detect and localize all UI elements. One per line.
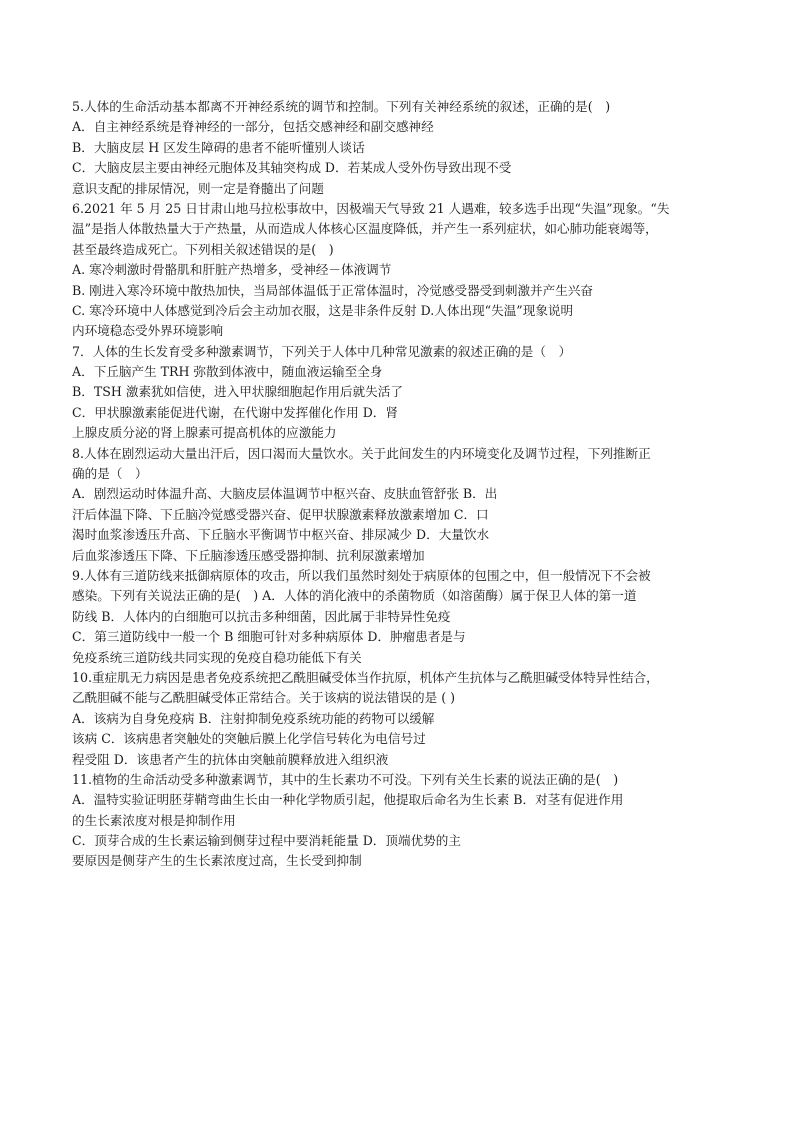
question-line: 5.人体的生命活动基本都离不开神经系统的调节和控制。下列有关神经系统的叙述，正确的是( ) <box>72 99 611 114</box>
option-c-d: C．顶芽合成的生长素运输到侧芽过程中要消耗能量 D．顶端优势的主 <box>72 833 461 849</box>
option-a-b: A．剧烈运动时体温升高、大脑皮层体温调节中枢兴奋、皮肤血管舒张 B．出 <box>72 486 498 502</box>
question-5 <box>72 97 732 199</box>
option-c-d: 程受阻 D．该患者产生的抗体由突触前膜释放进入组织液 <box>72 751 389 767</box>
question-line: 8.人体在剧烈运动大量出汗后，因口渴而大量饮水。关于此间发生的内环境变化及调节过程，下列推断正 <box>72 445 651 461</box>
option-c-d: C．大脑皮层主要由神经元胞体及其轴突构成 D．若某成人受外伤导致出现不受 <box>72 160 512 176</box>
option-d-cont: 后血浆渗透压下降、下丘脑渗透压感受器抑制、抗利尿激素增加 <box>72 547 425 563</box>
question-8 <box>72 444 732 566</box>
option-d-cont: 意识支配的排尿情况，则一定是脊髓出了问题 <box>72 180 324 196</box>
option-c-d: 渴时血浆渗透压升高、下丘脑水平衡调节中枢兴奋、排尿减少 D．大量饮水 <box>72 527 490 543</box>
option-c-d: C．第三道防线中一般一个 B 细胞可针对多种病原体 D．肿瘤患者是与 <box>72 629 466 645</box>
question-line: 感染。下列有关说法正确的是( ) A．人体的消化液中的杀菌物质（如溶菌酶）属于保卫人体的第一道 <box>72 588 637 604</box>
option-a-b: 防线 B．人体内的白细胞可以抗击多种细菌，因此属于非特异性免疫 <box>72 608 451 624</box>
option-a-b: A．该病为自身免疫病 B．注射抑制免疫系统功能的药物可以缓解 <box>72 710 435 726</box>
option-d-cont: 内环境稳态受外界环境影响 <box>72 323 224 339</box>
option-a-b: A．温特实验证明胚芽鞘弯曲生长由一种化学物质引起，他提取后命名为生长素 B．对茎有促进作用 <box>72 792 624 808</box>
option-b: B．大脑皮层 H 区发生障碍的患者不能听懂别人谈话 <box>72 139 365 155</box>
option-c-d: C．甲状腺激素能促进代谢，在代谢中发挥催化作用 D．肾 <box>72 404 398 420</box>
question-line: 6.2021 年 5 月 25 日甘肃山地马拉松事故中，因极端天气导致 21 人遇难，较多选手出现“失温”现象。“失 <box>72 200 670 216</box>
option-d-cont: 上腺皮质分泌的肾上腺素可提高机体的应激能力 <box>72 425 337 441</box>
question-11 <box>72 770 732 872</box>
question-line: 乙酰胆碱不能与乙酰胆碱受体正常结合。关于该病的说法错误的是 ( ) <box>72 690 456 706</box>
question-line: 10.重症肌无力病因是患者免疫系统把乙酰胆碱受体当作抗原，机体产生抗体与乙酰胆碱受体特异性结合， <box>72 669 659 685</box>
question-6 <box>72 199 732 342</box>
option-b-cont: 的生长素浓度对根是抑制作用 <box>72 812 236 828</box>
question-line: 确的是（ ） <box>72 466 148 482</box>
question-9 <box>72 566 732 668</box>
option-b: B. 刚进入寒冷环境中散热加快，当局部体温低于正常体温时，冷觉感受器受到刺激并产生兴奋 <box>72 282 594 298</box>
option-b-c: 汗后体温下降、下丘脑冷觉感受器兴奋、促甲状腺激素释放激素增加 C．口 <box>72 506 489 522</box>
question-line: 9.人体有三道防线来抵御病原体的攻击，所以我们虽然时刻处于病原体的包围之中，但一般情况下不会被 <box>72 567 651 583</box>
option-a: A. 寒冷刺激时骨骼肌和肝脏产热增多，受神经－体液调节 <box>72 262 392 278</box>
option-a: A．自主神经系统是脊神经的一部分，包括交感神经和副交感神经 <box>72 119 434 135</box>
option-d-cont: 要原因是侧芽产生的生长素浓度过高，生长受到抑制 <box>72 853 362 869</box>
option-d-cont: 免疫系统三道防线共同实现的免疫自稳功能低下有关 <box>72 649 362 665</box>
option-a: A．下丘脑产生 TRH 弥散到体液中，随血液运输至全身 <box>72 364 383 380</box>
question-line: 7．人体的生长发育受多种激素调节，下列关于人体中几种常见激素的叙述正确的是（ ） <box>72 343 572 359</box>
exam-page <box>72 97 732 872</box>
option-b-c: 该病 C．该病患者突触处的突触后膜上化学信号转化为电信号过 <box>72 731 426 747</box>
question-7 <box>72 342 732 444</box>
question-line: 温”是指人体散热量大于产热量，从而造成人体核心区温度降低，并产生一系列症状，如心肺功能衰竭等， <box>72 221 658 237</box>
option-b: B．TSH 激素犹如信使，进入甲状腺细胞起作用后就失活了 <box>72 384 403 400</box>
question-line: 甚至最终造成死亡。下列相关叙述错误的是( ) <box>72 241 334 257</box>
question-10 <box>72 668 732 770</box>
question-line: 11.植物的生命活动受多种激素调节，其中的生长素功不可没。下列有关生长素的说法正确的是( ) <box>72 771 619 787</box>
option-c-d: C. 寒冷环境中人体感觉到冷后会主动加衣服，这是非条件反射 D.人体出现“失温”现象说明 <box>72 302 574 318</box>
